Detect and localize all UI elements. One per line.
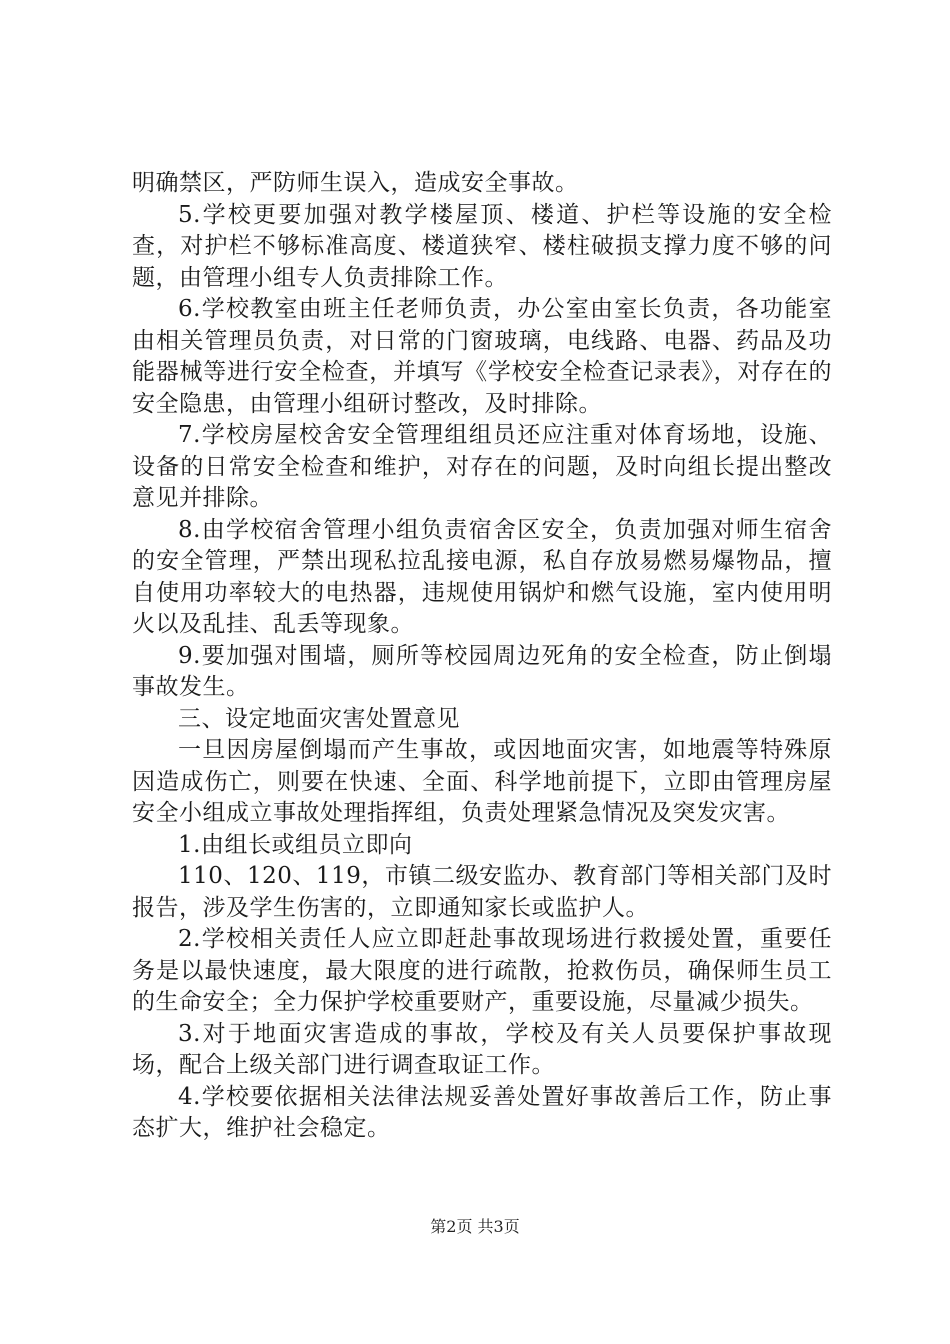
paragraph-8: 一旦因房屋倒塌而产生事故，或因地面灾害，如地震等特殊原因造成伤亡，则要在快速、全面、科学地前提下，立即由管理房屋安全小组成立事故处理指挥组，负责处理紧急情况及突发灾害。 <box>132 737 832 826</box>
paragraph-2: 5.学校更要加强对教学楼屋顶、楼道、护栏等设施的安全检查，对护栏不够标准高度、楼道狭窄、楼柱破损支撑力度不够的问题，由管理小组专人负责排除工作。 <box>132 201 832 291</box>
paragraph-11: 2.学校相关责任人应立即赶赴事故现场进行救援处置，重要任务是以最快速度，最大限度的进行疏散，抢救伤员，确保师生员工的生命安全；全力保护学校重要财产，重要设施，尽量减少损失。 <box>132 926 832 1015</box>
paragraph-10: 110、120、119，市镇二级安监办、教育部门等相关部门及时报告，涉及学生伤害的，立即通知家长或监护人。 <box>132 863 832 921</box>
paragraph-5: 8.由学校宿舍管理小组负责宿舍区安全，负责加强对师生宿舍的安全管理，严禁出现私拉乱接电源，私自存放易燃易爆物品，擅自使用功率较大的电热器，违规使用锅炉和燃气设施，室内使用明火以及乱挂、乱丢等现象。 <box>132 516 832 637</box>
page-number-footer: 第2页 共3页 <box>430 1217 520 1236</box>
paragraph-1: 明确禁区，严防师生误入，造成安全事故。 <box>132 170 579 196</box>
paragraph-6: 9.要加强对围墙，厕所等校园周边死角的安全检查，防止倒塌事故发生。 <box>132 642 832 700</box>
document-body <box>132 168 832 1145</box>
paragraph-3: 6.学校教室由班主任老师负责，办公室由室长负责，各功能室由相关管理员负责，对日常的门窗玻璃，电线路、电器、药品及功能器械等进行安全检查，并填写《学校安全检查记录表》，对存在的安全隐患，由管理小组研讨整改，及时排除。 <box>132 296 832 417</box>
paragraph-13: 4.学校要依据相关法律法规妥善处置好事故善后工作，防止事态扩大，维护社会稳定。 <box>132 1083 832 1141</box>
paragraph-9: 1.由组长或组员立即向 <box>178 831 413 858</box>
paragraph-12: 3.对于地面灾害造成的事故，学校及有关人员要保护事故现场，配合上级关部门进行调查取证工作。 <box>132 1020 832 1078</box>
paragraph-4: 7.学校房屋校舍安全管理组组员还应注重对体育场地，设施、设备的日常安全检查和维护，对存在的问题，及时向组长提出整改意见并排除。 <box>132 422 832 511</box>
section-heading: 三、设定地面灾害处置意见 <box>178 705 460 732</box>
